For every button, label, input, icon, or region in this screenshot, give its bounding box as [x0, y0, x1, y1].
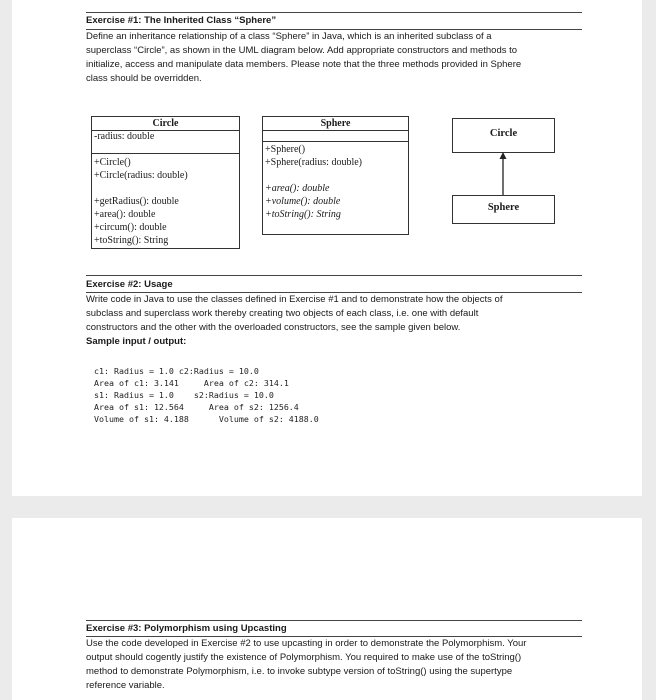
document-page-2: [12, 518, 642, 700]
uml-constructor: +Sphere(radius: double): [265, 157, 363, 168]
uml-method: +volume(): double: [265, 196, 341, 207]
sample-io-label: Sample input / output:: [86, 336, 187, 347]
exercise-1-title: Exercise #1: The Inherited Class “Sphere”: [86, 15, 277, 26]
text-line: constructors and the other with the overloaded constructors, see the sample given below.: [86, 322, 461, 333]
output-line: c1: Radius = 1.0 c2:Radius = 10.0: [94, 366, 259, 376]
sample-output: [94, 365, 319, 425]
exercise-2-title: Exercise #2: Usage: [86, 279, 173, 290]
uml-method: +getRadius(): double: [94, 196, 179, 207]
uml-method: +area(): double: [265, 183, 330, 194]
text-line: output should cogently justify the existence of Polymorphism. You required to make use of the toString(): [86, 652, 522, 663]
output-line: s1: Radius = 1.0 s2:Radius = 10.0: [94, 390, 274, 400]
inheritance-arrow: [497, 151, 509, 196]
output-line: Volume of s1: 4.188 Volume of s2: 4188.0: [94, 414, 319, 424]
circle-box: Circle: [452, 118, 555, 153]
text-line: class should be overridden.: [86, 73, 202, 84]
uml-attribute: -radius: double: [94, 131, 155, 142]
exercise-3-title: Exercise #3: Polymorphism using Upcasting: [86, 623, 287, 634]
uml-method: +circum(): double: [94, 222, 167, 233]
text-line: Use the code developed in Exercise #2 to use upcasting in order to demonstrate the Polymorphism. Your: [86, 638, 527, 649]
text-line: superclass “Circle”, as shown in the UML diagram below. Add appropriate constructors and methods to: [86, 45, 518, 56]
text-line: subclass and superclass work thereby creating two objects of each class, i.e. one with default: [86, 308, 479, 319]
section-divider: [86, 275, 582, 276]
text-line: method to demonstrate Polymorphism, i.e. to invoke subtype version of toString() using the supertype: [86, 666, 513, 677]
arrow-head: [500, 152, 507, 159]
uml-method: +toString(): String: [94, 235, 169, 246]
text-line: initialize, access and manipulate data members. Please note that the three methods provided in Sphere: [86, 59, 522, 70]
sphere-box: Sphere: [452, 195, 555, 224]
section-divider: [86, 620, 582, 621]
text-line: reference variable.: [86, 680, 165, 691]
uml-method: +area(): double: [94, 209, 156, 220]
uml-method: +toString(): String: [265, 209, 341, 220]
uml-class-name: Sphere: [263, 117, 408, 131]
uml-separator: [263, 141, 408, 142]
uml-constructor: +Circle(radius: double): [94, 170, 188, 181]
sphere-uml-class: [262, 116, 409, 235]
section-divider: [86, 12, 582, 13]
document-page-1: [12, 0, 642, 496]
exercise-1-description: [86, 30, 582, 86]
text-line: Write code in Java to use the classes defined in Exercise #1 and to demonstrate how the objects of: [86, 294, 503, 305]
uml-separator: [92, 153, 239, 154]
exercise-3-description: [86, 637, 582, 693]
uml-constructor: +Circle(): [94, 157, 131, 168]
text-line: Define an inheritance relationship of a class “Sphere” in Java, which is an inherited subclass of a: [86, 31, 492, 42]
uml-class-name: Circle: [92, 117, 239, 131]
exercise-2-description: [86, 293, 582, 335]
output-line: Area of s1: 12.564 Area of s2: 1256.4: [94, 402, 299, 412]
uml-constructor: +Sphere(): [265, 144, 306, 155]
circle-uml-class: [91, 116, 240, 249]
output-line: Area of c1: 3.141 Area of c2: 314.1: [94, 378, 289, 388]
